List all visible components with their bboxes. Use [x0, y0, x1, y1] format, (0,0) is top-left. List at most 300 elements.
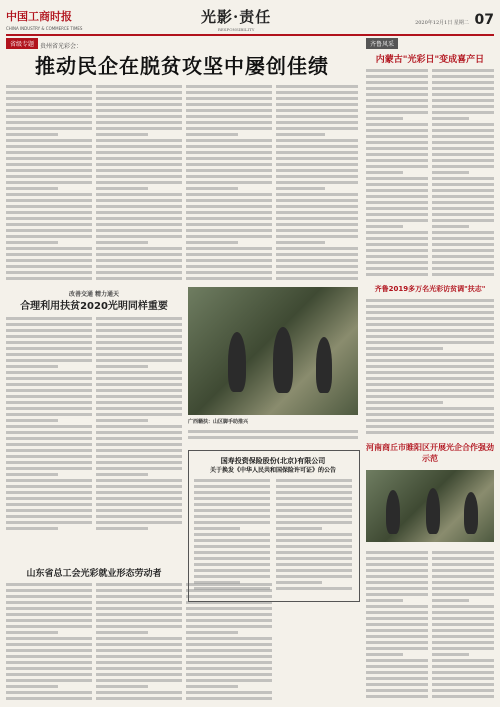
text-line [276, 229, 358, 232]
text-line [432, 75, 494, 78]
right-title-2: 齐鲁2019多万名光彩访贫调"扶志" [374, 285, 486, 293]
text-line [432, 201, 494, 204]
text-line [366, 135, 428, 138]
right-article-2 [366, 296, 494, 436]
text-line [96, 377, 182, 380]
text-line [366, 569, 428, 572]
text-line [6, 359, 92, 362]
text-line [366, 93, 428, 96]
text-line [96, 395, 182, 398]
text-line [96, 613, 182, 616]
text-line [96, 431, 182, 434]
text-line [6, 667, 92, 670]
text-line [366, 557, 428, 560]
text-line [96, 127, 182, 130]
text-line [96, 323, 182, 326]
text-line [6, 449, 92, 452]
text-line [186, 685, 238, 688]
text-line [276, 509, 352, 512]
text-line [6, 691, 92, 694]
text-line [6, 461, 92, 464]
text-line [186, 265, 272, 268]
text-line [6, 467, 92, 470]
text-line [194, 527, 240, 530]
text-line [6, 697, 92, 700]
text-line [186, 631, 238, 634]
text-line [432, 141, 494, 144]
text-line [432, 581, 494, 584]
text-line [186, 607, 272, 610]
paper-name: 中国工商时报 CHINA INDUSTRY & COMMERCE TIMES [6, 10, 83, 31]
text-line [366, 617, 428, 620]
text-line [6, 613, 92, 616]
person-figure [316, 337, 332, 393]
text-line [6, 649, 92, 652]
right-article-3-col-1 [366, 548, 428, 702]
text-line [366, 647, 428, 650]
text-line [96, 697, 182, 700]
text-line [6, 241, 58, 244]
text-line [276, 217, 358, 220]
text-line [366, 371, 494, 374]
text-line [432, 557, 494, 560]
text-line [96, 527, 148, 530]
section-tag-left: 省级专题 [6, 38, 38, 49]
text-line [366, 407, 494, 410]
text-line [6, 341, 92, 344]
text-line [366, 189, 428, 192]
text-line [186, 169, 272, 172]
text-line [6, 229, 92, 232]
text-line [276, 551, 352, 554]
text-line [276, 97, 358, 100]
issue-date: 2020年12月1日 星期二 [415, 20, 469, 26]
notice-text-right [276, 476, 352, 594]
text-line [276, 223, 358, 226]
text-line [6, 601, 92, 604]
text-line [366, 317, 494, 320]
section-tag-right: 齐鲁风采 [366, 38, 398, 49]
text-line [96, 235, 182, 238]
text-line [432, 81, 494, 84]
text-line [366, 171, 403, 174]
text-line [96, 371, 182, 374]
article-column-1 [6, 82, 92, 280]
text-line [276, 271, 358, 274]
article-column-3 [186, 82, 272, 280]
text-line [276, 545, 352, 548]
text-line [276, 539, 352, 542]
article-column-4 [276, 82, 358, 280]
text-line [6, 395, 92, 398]
text-line [6, 169, 92, 172]
text-line [6, 145, 92, 148]
text-line [432, 105, 494, 108]
text-line [432, 623, 494, 626]
text-line [186, 223, 272, 226]
text-line [194, 479, 270, 482]
text-line [186, 163, 272, 166]
text-line [96, 595, 182, 598]
text-line [96, 589, 182, 592]
text-line [366, 365, 494, 368]
article2-column-1 [6, 314, 92, 534]
text-line [194, 575, 270, 578]
text-line [432, 117, 469, 120]
text-line [6, 259, 92, 262]
person-figure [273, 327, 293, 393]
text-line [96, 163, 182, 166]
article2-column-2 [96, 314, 182, 534]
text-line [96, 347, 182, 350]
text-line [96, 691, 182, 694]
text-line [432, 225, 469, 228]
text-line [432, 237, 494, 240]
text-line [432, 123, 494, 126]
kicker: 贵州省光彩会： [40, 43, 83, 50]
text-line [366, 299, 494, 302]
text-line [366, 695, 428, 698]
text-line [366, 225, 403, 228]
text-line [96, 485, 182, 488]
text-line [432, 147, 494, 150]
text-line [432, 249, 494, 252]
text-line [194, 521, 270, 524]
article3-column-2 [96, 580, 182, 702]
person-figure [464, 492, 478, 534]
text-line [186, 247, 272, 250]
subhead-1: 合理利用扶贫2020光明同样重要 [20, 301, 168, 312]
text-line [366, 581, 428, 584]
text-line [366, 249, 428, 252]
text-line [96, 187, 148, 190]
text-line [6, 217, 92, 220]
text-line [366, 237, 428, 240]
text-line [186, 613, 272, 616]
text-line [186, 277, 272, 280]
text-line [366, 261, 428, 264]
text-line [96, 601, 182, 604]
text-line [6, 443, 92, 446]
text-line [6, 631, 58, 634]
text-line [96, 497, 182, 500]
text-line [432, 183, 494, 186]
section-title: 光影·责任 [201, 8, 272, 26]
text-line [366, 413, 494, 416]
text-line [96, 437, 182, 440]
text-line [276, 145, 358, 148]
text-line [186, 697, 272, 700]
text-line [276, 485, 352, 488]
text-line [194, 515, 270, 518]
text-line [96, 365, 148, 368]
text-line [6, 619, 92, 622]
text-line [432, 587, 494, 590]
text-line [96, 637, 182, 640]
text-line [366, 677, 428, 680]
text-line [366, 305, 494, 308]
text-line [188, 430, 358, 433]
text-line [366, 641, 428, 644]
text-line [366, 243, 428, 246]
text-line [6, 151, 92, 154]
text-line [96, 157, 182, 160]
text-line [366, 623, 428, 626]
text-line [366, 593, 428, 596]
text-line [186, 139, 272, 142]
text-line [432, 683, 494, 686]
text-line [96, 643, 182, 646]
text-line [186, 187, 238, 190]
text-line [96, 133, 148, 136]
right-title-1: 内蒙古"光彩日"变成喜产日 [375, 55, 485, 65]
text-line [6, 485, 92, 488]
text-line [432, 177, 494, 180]
text-line [96, 229, 182, 232]
text-line [6, 115, 92, 118]
text-line [276, 277, 358, 280]
text-line [276, 127, 358, 130]
text-line [276, 211, 358, 214]
text-line [186, 115, 272, 118]
text-line [96, 655, 182, 658]
text-line [96, 317, 182, 320]
text-line [432, 599, 469, 602]
text-line [366, 611, 428, 614]
article3-column-1 [6, 580, 92, 702]
text-line [186, 217, 272, 220]
text-line [366, 659, 428, 662]
text-line [276, 259, 358, 262]
text-line [366, 665, 428, 668]
person-figure [426, 488, 440, 534]
text-line [194, 491, 270, 494]
text-line [432, 69, 494, 72]
text-line [432, 261, 494, 264]
text-line [276, 503, 352, 506]
text-line [432, 563, 494, 566]
text-line [432, 551, 494, 554]
text-line [432, 659, 494, 662]
text-line [194, 485, 270, 488]
text-line [432, 207, 494, 210]
text-line [186, 259, 272, 262]
text-line [366, 75, 428, 78]
page-number: 07 [474, 12, 494, 28]
text-line [432, 87, 494, 90]
text-line [276, 187, 325, 190]
text-line [366, 255, 428, 258]
text-line [276, 163, 358, 166]
text-line [96, 85, 182, 88]
text-line [276, 151, 358, 154]
text-line [186, 181, 272, 184]
text-line [276, 169, 358, 172]
text-line [96, 461, 182, 464]
text-line [276, 247, 358, 250]
text-line [6, 661, 92, 664]
text-line [96, 169, 182, 172]
text-line [96, 223, 182, 226]
text-line [96, 473, 148, 476]
text-line [194, 587, 270, 590]
text-line [186, 133, 238, 136]
text-line [432, 695, 494, 698]
notice-text-left [194, 476, 270, 594]
text-line [432, 273, 494, 276]
text-line [186, 205, 272, 208]
text-line [194, 509, 270, 512]
text-line [96, 449, 182, 452]
text-line [186, 127, 272, 130]
text-line [366, 347, 443, 350]
text-line [366, 359, 494, 362]
text-line [96, 407, 182, 410]
text-line [6, 157, 92, 160]
text-line [186, 673, 272, 676]
text-line [432, 689, 494, 692]
text-line [276, 235, 358, 238]
text-line [366, 105, 428, 108]
text-line [6, 497, 92, 500]
text-line [96, 139, 182, 142]
text-line [276, 181, 358, 184]
text-line [186, 661, 272, 664]
text-line [366, 183, 428, 186]
main-headline: 推动民企在脱贫攻坚中屡创佳绩 [35, 54, 329, 78]
text-line [96, 103, 182, 106]
text-line [6, 455, 92, 458]
text-line [194, 497, 270, 500]
text-line [6, 335, 92, 338]
text-line [186, 643, 272, 646]
text-line [366, 653, 403, 656]
text-line [366, 87, 428, 90]
text-line [366, 353, 494, 356]
text-line [194, 557, 270, 560]
text-line [96, 619, 182, 622]
text-line [194, 533, 270, 536]
text-line [96, 121, 182, 124]
text-line [96, 175, 182, 178]
masthead [6, 4, 494, 34]
text-line [366, 99, 428, 102]
text-line [6, 181, 92, 184]
text-line [96, 151, 182, 154]
text-line [96, 413, 182, 416]
text-line [188, 436, 358, 439]
article-column-2 [96, 82, 182, 280]
text-line [6, 407, 92, 410]
text-line [366, 671, 428, 674]
text-line [432, 111, 494, 114]
section-header [201, 6, 271, 32]
text-line [6, 277, 92, 280]
text-line [6, 365, 58, 368]
text-line [6, 265, 92, 268]
text-line [6, 271, 92, 274]
text-line [6, 413, 92, 416]
text-line [366, 201, 428, 204]
text-line [276, 109, 358, 112]
text-line [366, 207, 428, 210]
text-line [276, 139, 358, 142]
text-line [96, 247, 182, 250]
text-line [194, 581, 240, 584]
text-line [432, 135, 494, 138]
text-line [96, 649, 182, 652]
text-line [96, 607, 182, 610]
text-line [276, 557, 352, 560]
text-line [432, 99, 494, 102]
text-line [6, 199, 92, 202]
text-line [6, 223, 92, 226]
text-line [366, 177, 428, 180]
text-line [276, 581, 322, 584]
text-line [6, 625, 92, 628]
text-line [96, 401, 182, 404]
text-line [6, 607, 92, 610]
text-line [96, 253, 182, 256]
text-line [276, 265, 358, 268]
text-line [276, 497, 352, 500]
text-line [366, 431, 494, 434]
text-line [96, 193, 182, 196]
text-line [186, 103, 272, 106]
text-line [432, 671, 494, 674]
photo-caption-text [188, 427, 358, 443]
text-line [6, 121, 92, 124]
text-line [96, 443, 182, 446]
text-line [6, 383, 92, 386]
text-line [186, 271, 272, 274]
text-line [432, 593, 494, 596]
text-line [366, 219, 428, 222]
text-line [366, 563, 428, 566]
notice-title: 关于换发《中华人民共和国保险许可证》的公告 [209, 467, 336, 474]
text-line [366, 395, 494, 398]
text-line [276, 253, 358, 256]
text-line [366, 629, 428, 632]
text-line [276, 521, 352, 524]
text-line [276, 199, 358, 202]
text-line [366, 81, 428, 84]
text-line [96, 455, 182, 458]
text-line [96, 503, 182, 506]
text-line [276, 103, 358, 106]
text-line [96, 211, 182, 214]
subhead-2: 山东省总工会光彩就业形态劳动者 [26, 569, 162, 579]
text-line [194, 551, 270, 554]
text-line [186, 637, 272, 640]
subhead-kicker: 改善交通 精力通天 [68, 291, 120, 298]
person-figure [228, 332, 246, 392]
text-line [96, 277, 182, 280]
text-line [194, 545, 270, 548]
text-line [366, 117, 403, 120]
text-line [96, 631, 148, 634]
person-figure [386, 490, 400, 534]
text-line [6, 637, 92, 640]
text-line [366, 123, 428, 126]
text-line [6, 595, 92, 598]
text-line [432, 611, 494, 614]
text-line [366, 195, 428, 198]
text-line [96, 341, 182, 344]
text-line [432, 195, 494, 198]
text-line [6, 655, 92, 658]
text-line [366, 383, 494, 386]
